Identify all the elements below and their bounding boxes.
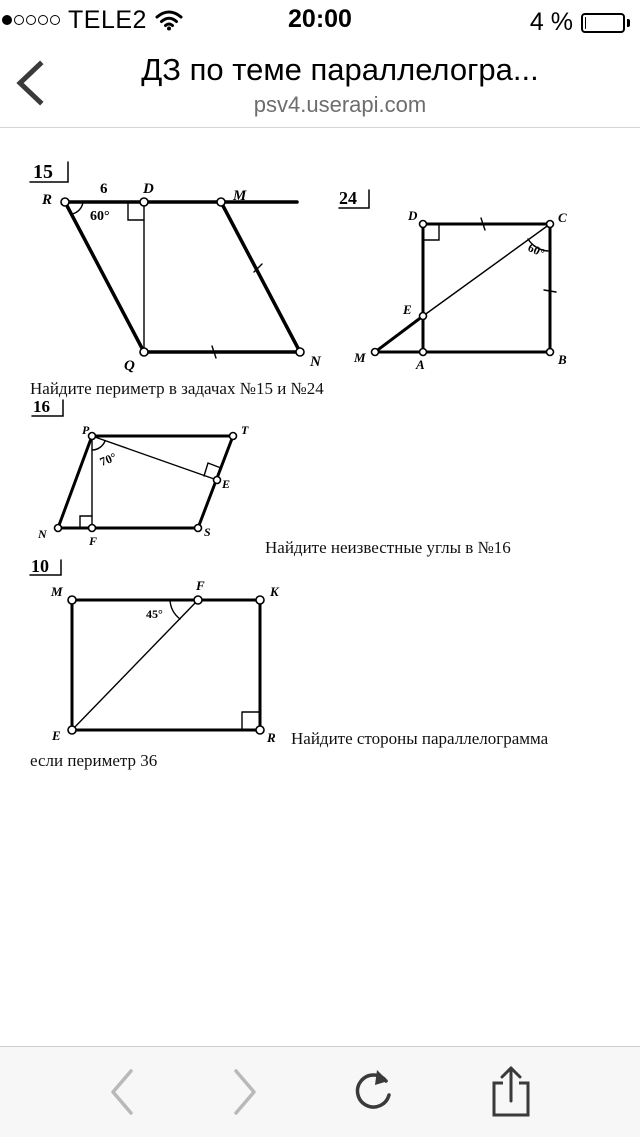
vertex-label-C: C [558, 210, 567, 225]
outline-MKRE [72, 600, 260, 730]
vertex-label-T: T [241, 423, 249, 437]
task-angles: Найдите неизвестные углы в №16 [265, 538, 511, 557]
figure-10 [30, 560, 260, 730]
status-bar [0, 0, 640, 40]
vertex-label-P: P [82, 423, 90, 437]
vertex-label-E: E [222, 477, 231, 491]
forward-arrow-icon[interactable] [218, 1065, 272, 1119]
vertex-label-Q: Q [124, 358, 135, 374]
browser-header [0, 40, 640, 128]
vertex-label-F: F [196, 578, 205, 593]
page-url[interactable]: psv4.userapi.com [253, 92, 427, 117]
battery-tip [627, 19, 630, 27]
vertex-label-R: R [267, 730, 276, 745]
vertex-label-A: A [416, 357, 425, 372]
battery-icon [581, 13, 625, 33]
browser-toolbar [0, 1046, 640, 1137]
vertex-label-D: D [143, 181, 154, 197]
share-icon[interactable] [484, 1065, 538, 1119]
figure-number-24: 24 [339, 188, 357, 208]
vertex-label-N: N [310, 354, 321, 370]
vertex-label-R: R [42, 192, 53, 208]
task-sides-line1: Найдите стороны параллелограмма [291, 729, 549, 748]
outline-PTSN [58, 436, 233, 528]
battery-percent: 4 % [529, 8, 573, 36]
diagonal-EC [423, 224, 550, 316]
vertex-label-F: F [89, 534, 98, 548]
segment-EF [72, 600, 198, 730]
vertex-points [55, 198, 554, 734]
geometry-figures [0, 128, 640, 1046]
vertex-label-E: E [52, 728, 61, 743]
angle-label: 45° [146, 607, 163, 621]
back-arrow-icon[interactable] [95, 1065, 149, 1119]
side-RQ [65, 202, 144, 352]
battery-indicator [530, 8, 630, 37]
vertex-label-M: M [51, 584, 63, 599]
vertex-label-E: E [403, 302, 412, 317]
reload-icon[interactable] [346, 1065, 400, 1119]
figure-number-15: 15 [33, 161, 53, 183]
carrier-name: TELE2 [68, 5, 147, 34]
figure-16 [32, 400, 233, 528]
angle-label: 70° [97, 449, 119, 469]
vertex-label-M: M [233, 188, 247, 204]
figure-15 [30, 162, 300, 358]
angle-label: 60° [525, 240, 547, 261]
task-perimeter: Найдите периметр в задачах №15 и №24 [30, 379, 324, 398]
angle-label: 60° [90, 209, 110, 224]
side-length-label: 6 [100, 181, 108, 197]
clock: 20:00 [288, 5, 352, 33]
worksheet-image [0, 128, 640, 1046]
figure-number-16: 16 [33, 397, 50, 416]
vertex-label-K: K [270, 584, 279, 599]
figure-number-10: 10 [31, 556, 49, 576]
task-sides-line2: если периметр 36 [30, 751, 158, 770]
side-MN [221, 202, 300, 352]
vertex-label-M: M [354, 350, 366, 365]
vertex-label-B: B [558, 352, 567, 367]
vertex-label-N: N [38, 527, 47, 541]
battery-fill [585, 17, 586, 29]
figure-24 [339, 190, 556, 352]
page-title: ДЗ по теме параллелогра... [141, 52, 539, 87]
vertex-label-S: S [204, 525, 211, 539]
vertex-label-D: D [408, 208, 418, 223]
chevron-left-icon[interactable] [10, 58, 50, 108]
